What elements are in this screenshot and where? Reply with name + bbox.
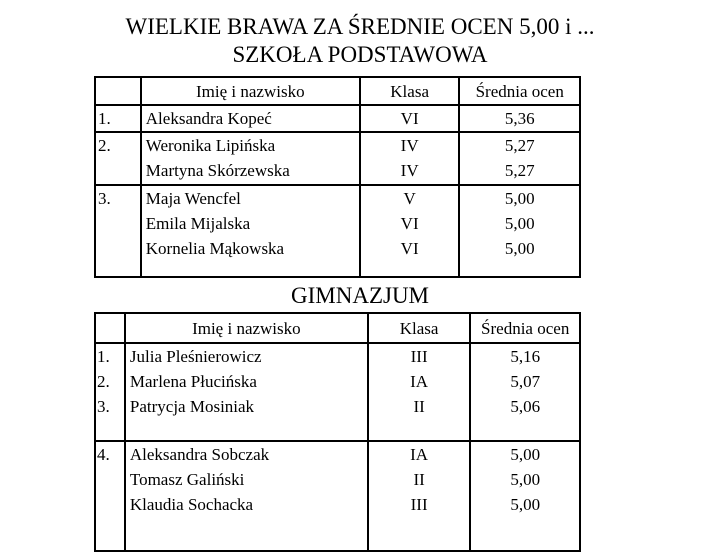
student-class: IA (410, 372, 429, 391)
page-title-line1: WIELKIE BRAWA ZA ŚREDNIE OCEN 5,00 i ... (125, 14, 595, 39)
table-header-row (95, 313, 580, 343)
place-header (95, 77, 141, 105)
table-row (95, 105, 580, 132)
place-cell (95, 441, 125, 551)
class-header: Klasa (368, 313, 471, 343)
place-cell: 3. (95, 185, 141, 277)
student-class: IV (400, 161, 419, 180)
class-cell (360, 105, 460, 132)
student-name: Aleksandra Kopeć (145, 109, 272, 128)
place-header (95, 313, 125, 343)
class-cell (360, 185, 460, 277)
student-class: V (403, 189, 416, 208)
student-name: Tomasz Galiński (129, 470, 245, 489)
name-cell (141, 105, 360, 132)
place-number: 3. (97, 397, 110, 416)
student-average: 5,00 (510, 445, 541, 464)
average-cell (459, 185, 580, 277)
student-name: Weronika Lipińska (145, 136, 276, 155)
table-row (95, 441, 580, 551)
student-average: 5,06 (510, 397, 541, 416)
student-name: Marlena Płucińska (129, 372, 257, 391)
student-average: 5,27 (504, 161, 535, 180)
place-cell: 1. (95, 105, 141, 132)
student-average: 5,07 (510, 372, 541, 391)
table-header-row (95, 77, 580, 105)
class-cell (368, 441, 471, 551)
name-cell (141, 132, 360, 185)
class-cell (368, 343, 471, 441)
student-class: VI (400, 109, 419, 128)
student-average: 5,36 (504, 109, 535, 128)
page-title-line2: SZKOŁA PODSTAWOWA (232, 42, 488, 67)
student-class: VI (400, 239, 419, 258)
student-name: Maja Wencfel (145, 189, 241, 208)
student-class: II (413, 397, 425, 416)
student-class: IV (400, 136, 419, 155)
student-average: 5,00 (510, 470, 541, 489)
name-cell (125, 441, 368, 551)
name-cell (141, 185, 360, 277)
average-header: Średnia ocen (470, 313, 580, 343)
student-class: II (413, 470, 425, 489)
student-average: 5,27 (504, 136, 535, 155)
student-name: Emila Mijalska (145, 214, 251, 233)
student-class: III (410, 347, 428, 366)
class-cell (360, 132, 460, 185)
student-name: Klaudia Sochacka (129, 495, 254, 514)
student-class: III (410, 495, 428, 514)
name-cell (125, 343, 368, 441)
primary-school-table (94, 76, 581, 278)
student-name: Kornelia Mąkowska (145, 239, 285, 258)
student-average: 5,00 (510, 495, 541, 514)
student-average: 5,00 (504, 239, 535, 258)
name-header: Imię i nazwisko (125, 313, 368, 343)
student-average: 5,16 (510, 347, 541, 366)
average-cell (470, 441, 580, 551)
gimnazjum-table (94, 312, 581, 552)
table-row (95, 185, 580, 277)
student-name: Aleksandra Sobczak (129, 445, 270, 464)
average-header: Średnia ocen (459, 77, 580, 105)
place-number: 2. (97, 372, 110, 391)
student-name: Martyna Skórzewska (145, 161, 290, 180)
average-cell (459, 132, 580, 185)
place-number: 4. (97, 445, 110, 464)
student-class: VI (400, 214, 419, 233)
average-cell (470, 343, 580, 441)
table-row (95, 132, 580, 185)
section-title-gimnazjum: GIMNAZJUM (291, 283, 429, 308)
average-cell (459, 105, 580, 132)
student-average: 5,00 (504, 214, 535, 233)
class-header: Klasa (360, 77, 460, 105)
student-class: IA (410, 445, 429, 464)
student-name: Julia Pleśnierowicz (129, 347, 262, 366)
place-number: 1. (97, 347, 110, 366)
name-header: Imię i nazwisko (141, 77, 360, 105)
table-row (95, 343, 580, 441)
place-cell (95, 343, 125, 441)
student-average: 5,00 (504, 189, 535, 208)
place-cell: 2. (95, 132, 141, 185)
student-name: Patrycja Mosiniak (129, 397, 255, 416)
